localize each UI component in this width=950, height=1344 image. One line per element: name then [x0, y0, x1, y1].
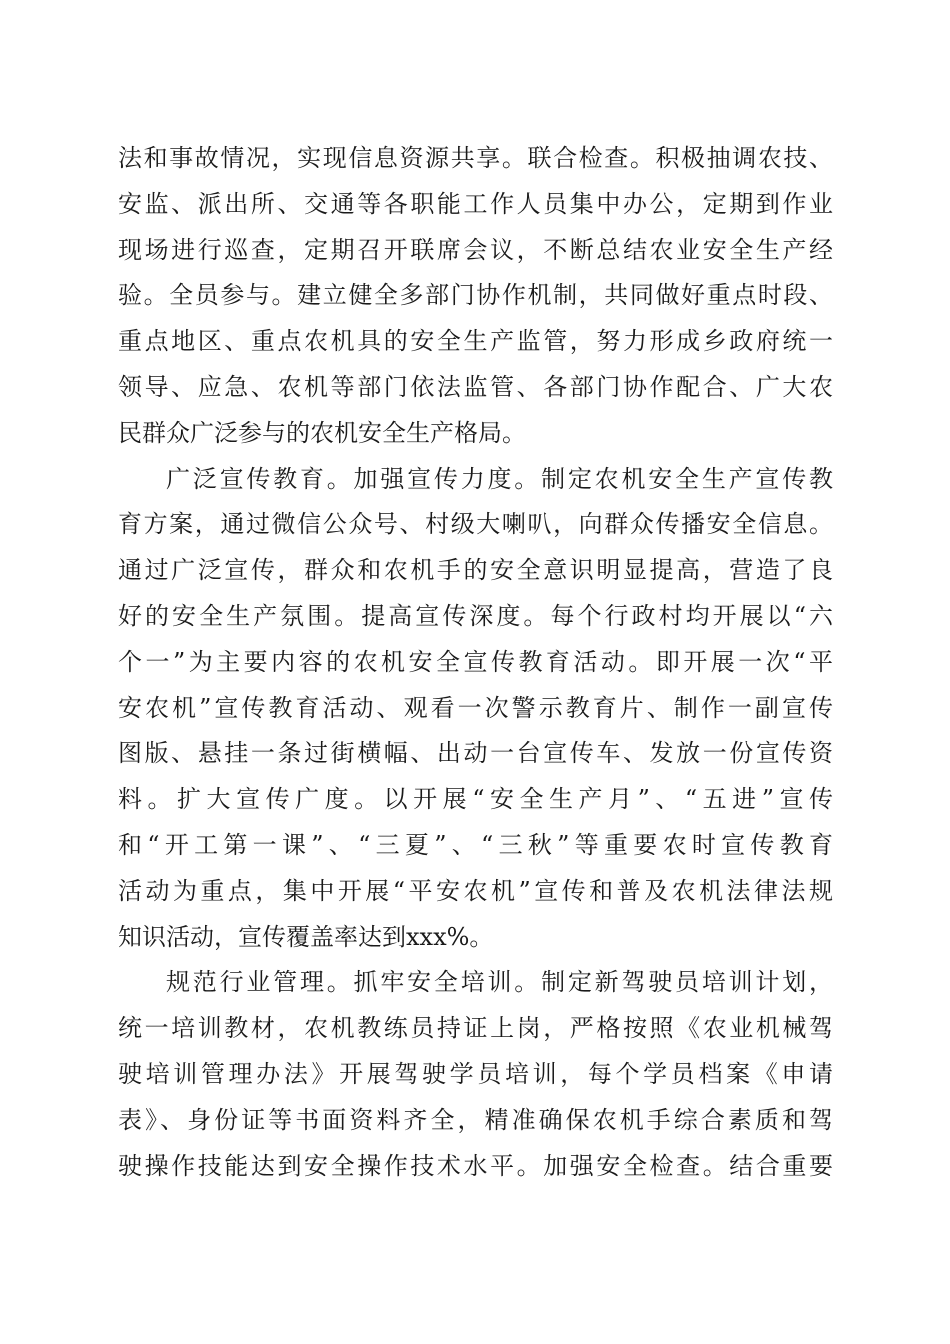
p1-line-6: 领导、应急、农机等部门依法监管、各部门协作配合、广大农: [118, 372, 833, 401]
p2-line-3: 通过广泛宣传，群众和农机手的安全意识明显提高，营造了良: [118, 556, 833, 585]
p2-line-6: 安农机”宣传教育活动、观看一次警示教育片、制作一副宣传: [118, 693, 833, 722]
body-text: [118, 136, 833, 1189]
p3-line-5: 驶操作技能达到安全操作技术水平。加强安全检查。结合重要: [118, 1151, 833, 1180]
p1-line-2: 安监、派出所、交通等各职能工作人员集中办公，定期到作业: [118, 189, 833, 218]
p2-line-1: 广泛宣传教育。加强宣传力度。制定农机安全生产宣传教: [166, 464, 833, 493]
p2-line-11: 知识活动，宣传覆盖率达到xxx%。: [118, 922, 494, 951]
p3-line-4: 表》、身份证等书面资料齐全，精准确保农机手综合素质和驾: [118, 1105, 833, 1134]
p1-line-7: 民群众广泛参与的农机安全生产格局。: [118, 418, 526, 447]
p1-line-1: 法和事故情况，实现信息资源共享。联合检查。积极抽调农技、: [118, 144, 833, 172]
p2-line-4: 好的安全生产氛围。提高宣传深度。每个行政村均开展以“六: [118, 601, 833, 630]
p2-line-5: 个一”为主要内容的农机安全宣传教育活动。即开展一次“平: [118, 647, 833, 676]
p3-line-3: 驶培训管理办法》开展驾驶学员培训，每个学员档案《申请: [118, 1059, 833, 1088]
p1-line-5: 重点地区、重点农机具的安全生产监管，努力形成乡政府统一: [118, 327, 833, 356]
p2-line-9: 和“开工第一课”、“三夏”、“三秋”等重要农时宣传教育: [118, 830, 833, 859]
p3-line-2: 统一培训教材，农机教练员持证上岗，严格按照《农业机械驾: [118, 1014, 833, 1043]
p2-line-8: 料。扩大宣传广度。以开展“安全生产月”、“五进”宣传: [118, 785, 833, 814]
p2-line-7: 图版、悬挂一条过街横幅、出动一台宣传车、发放一份宣传资: [118, 739, 833, 768]
p1-line-4: 验。全员参与。建立健全多部门协作机制，共同做好重点时段、: [118, 281, 833, 310]
p2-line-10: 活动为重点，集中开展“平安农机”宣传和普及农机法律法规: [118, 876, 833, 905]
p1-line-3: 现场进行巡查，定期召开联席会议，不断总结农业安全生产经: [118, 235, 833, 264]
p2-line-2: 育方案，通过微信公众号、村级大喇叭，向群众传播安全信息。: [118, 510, 833, 539]
p3-line-1: 规范行业管理。抓牢安全培训。制定新驾驶员培训计划，: [166, 968, 833, 997]
